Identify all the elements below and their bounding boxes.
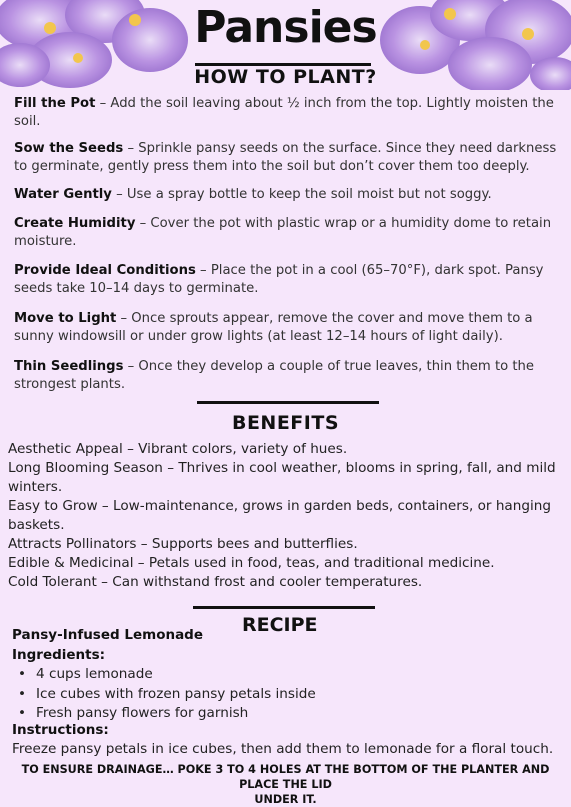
step-text: – Use a spray bottle to keep the soil moist but not soggy. [111, 187, 492, 202]
ingredient-item: • 4 cups lemonade [18, 665, 316, 685]
step-text: – Once they develop a couple of true leaves, thin them to the strongest plants. [14, 359, 535, 392]
step-item [14, 358, 559, 394]
step-item [14, 186, 559, 204]
benefit-item: Easy to Grow – Low-maintenance, grows in garden beds, containers, or hanging baskets. [8, 498, 552, 533]
step-label: Water Gently [14, 187, 112, 202]
step-text: – Cover the pot with plastic wrap or a humidity dome to retain moisture. [14, 216, 552, 249]
step-text: – Sprinkle pansy seeds on the surface. Since they need darkness to germinate, gently press them into the soil but don’t cover them too deeply. [14, 141, 557, 174]
ingredient-item: • Ice cubes with frozen pansy petals inside [18, 685, 316, 705]
page-title: Pansies [194, 2, 377, 53]
recipe-heading: RECIPE [242, 614, 318, 636]
benefits-list [8, 440, 560, 592]
ingredients-heading: Ingredients: [12, 647, 106, 663]
step-item [14, 95, 559, 131]
step-text: – Place the pot in a cool (65–70°F), dark spot. Pansy seeds take 10–14 days to germinate. [14, 263, 544, 296]
benefit-item: Attracts Pollinators – Supports bees and butterflies. [8, 536, 358, 552]
recipe-name: Pansy-Infused Lemonade [12, 627, 204, 643]
recipe-divider [193, 606, 375, 609]
benefit-item: Edible & Medicinal – Petals used in food, teas, and traditional medicine. [8, 555, 495, 571]
step-item [14, 310, 559, 346]
instructions-heading: Instructions: [12, 722, 109, 738]
ingredients-list [18, 665, 316, 724]
step-item [14, 140, 559, 176]
benefit-item: Long Blooming Season – Thrives in cool weather, blooms in spring, fall, and mild winters. [8, 460, 556, 495]
step-item [14, 262, 559, 298]
step-text: – Add the soil leaving about ½ inch from the top. Lightly moisten the soil. [14, 96, 554, 129]
step-label: Move to Light [14, 311, 117, 326]
how-to-plant-heading: HOW TO PLANT? [194, 66, 377, 88]
instructions-text: Freeze pansy petals in ice cubes, then add them to lemonade for a floral touch. [12, 741, 554, 757]
step-label: Provide Ideal Conditions [14, 263, 196, 278]
step-item [14, 215, 559, 251]
benefit-item: Aesthetic Appeal – Vibrant colors, variety of hues. [8, 441, 348, 457]
step-label: Create Humidity [14, 216, 136, 231]
benefit-item: Cold Tolerant – Can withstand frost and cooler temperatures. [8, 574, 423, 590]
benefits-divider [197, 401, 379, 404]
step-text: – Once sprouts appear, remove the cover and move them to a sunny windowsill or under grow lights (at least 12–14 hours of light daily). [14, 311, 533, 344]
drainage-note [0, 762, 571, 807]
step-label: Fill the Pot [14, 96, 96, 111]
ingredient-item: • Fresh pansy flowers for garnish [18, 704, 316, 724]
step-label: Thin Seedlings [14, 359, 124, 374]
step-label: Sow the Seeds [14, 141, 124, 156]
benefits-heading: BENEFITS [231, 412, 340, 434]
drainage-note-line: UNDER IT. [254, 793, 317, 806]
drainage-note-line: TO ENSURE DRAINAGE… POKE 3 TO 4 HOLES AT THE BOTTOM OF THE PLANTER AND PLACE THE LID [21, 763, 550, 791]
